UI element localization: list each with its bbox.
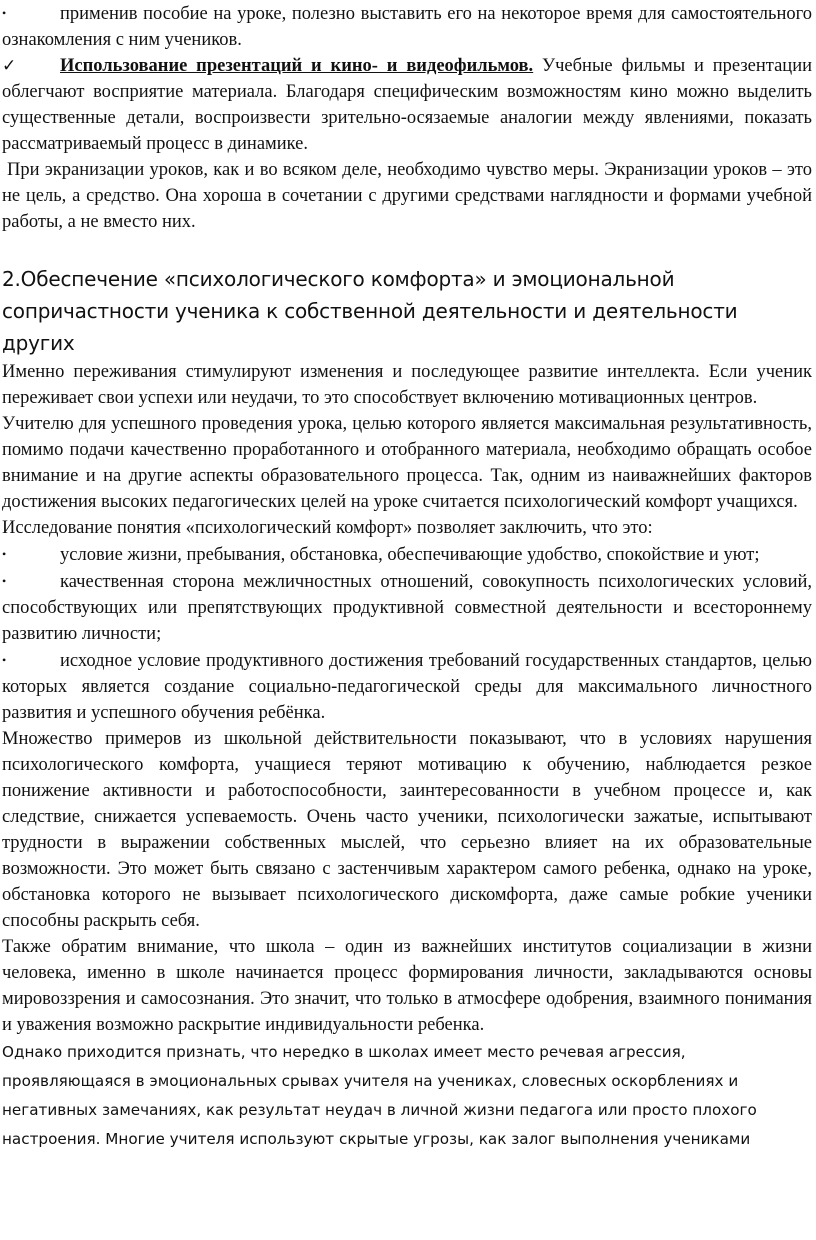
section-heading: 2.Обеспечение «психологического комфорта» и эмоциональной сопричастности ученика к собственной деятельности и деятельности других xyxy=(2,267,738,355)
list-item-text: качественная сторона межличностных отношений, совокупность психологических условий, способствующих или препятствующих продуктивной совместной деятельности и всестороннему развитию личности; xyxy=(2,572,812,644)
checkmark-icon: ✓ xyxy=(2,56,17,76)
bullet-text: применив пособие на уроке, полезно выставить его на некоторое время для самостоятельного ознакомления с ним учеников. xyxy=(2,4,812,50)
check-item-presentations xyxy=(2,53,812,157)
bullet-icon: • xyxy=(2,574,7,588)
spacer xyxy=(2,235,812,263)
bullet-icon: • xyxy=(2,6,7,20)
check-item-text: Учебные фильмы и презентации облегчают восприятие материала. Благодаря специфическим возможностям кино можно выделить существенные детали, воспроизвести зрительно-осязаемые аналогии между явлениями, показать рассматриваемый процесс в динамике. xyxy=(2,56,812,154)
list-item xyxy=(2,541,812,568)
bullet-icon: • xyxy=(2,547,7,561)
paragraph-5: Также обратим внимание, что школа – один из важнейших институтов социализации в жизни человека, именно в школе начинается процесс формирования личности, закладываются основы мировоззрения и самосознания. Это значит, что только в атмосфере одобрения, взаимного понимания и уважения возможно раскрытие индивидуальности ребенка. xyxy=(2,937,812,1035)
paragraph-4: Множество примеров из школьной действительности показывают, что в условиях нарушения психологического комфорта, учащиеся теряют мотивацию к обучению, наблюдается резкое понижение активности и работоспособности, заинтересованности в учебном процессе и, как следствие, снижается успеваемость. Очень часто ученики, психологически зажатые, испытывают трудности в выражении собственных мыслей, что серьезно влияет на их образовательные возможности. Это может быть связано с застенчивым характером самого ребенка, однако на уроке, обстановка которого не вызывает психологического дискомфорта, даже самые робкие ученики способны раскрыть себя. xyxy=(2,729,812,931)
paragraph-3: Исследование понятия «психологический комфорт» позволяет заключить, что это: xyxy=(2,518,653,538)
list-item-text: условие жизни, пребывания, обстановка, обеспечивающие удобство, спокойствие и уют; xyxy=(60,545,760,565)
paragraph-1: Именно переживания стимулируют изменения и последующее развитие интеллекта. Если ученик переживает свои успехи или неудачи, то это способствует включению мотивационных центров. xyxy=(2,362,812,408)
paragraph-2: Учителю для успешного проведения урока, целью которого является максимальная результативность, помимо подачи качественно проработанного и отобранного материала, необходимо обращать особое внимание и на другие аспекты образовательного процесса. Так, одним из наиважнейших факторов достижения высоких педагогических целей на уроке считается психологический комфорт учащихся. xyxy=(2,414,812,512)
check-item-title: Использование презентаций и кино- и видеофильмов. xyxy=(60,56,534,76)
paragraph-screening: При экранизации уроков, как и во всяком деле, необходимо чувство меры. Экранизации уроков – это не цель, а средство. Она хороша в сочетании с другими средствами наглядности и формами учебной работы, а не вместо них. xyxy=(2,160,812,232)
list-item xyxy=(2,647,812,726)
paragraph-6: Однако приходится признать, что нередко в школах имеет место речевая агрессия, проявляющаяся в эмоциональных срывах учителя на учениках, словесных оскорблениях и негативных замечаниях, как результат неудач в личной жизни педагога или просто плохого настроения. Многие учителя используют скрытые угрозы, как залог выполнения учениками xyxy=(2,1043,757,1148)
list-item xyxy=(2,568,812,647)
bullet-icon: • xyxy=(2,653,7,667)
list-item-text: исходное условие продуктивного достижения требований государственных стандартов, целью которых является создание социально-педагогической среды для максимального личностного развития и успешного обучения ребёнка. xyxy=(2,651,812,723)
bullet-item-intro xyxy=(2,0,812,53)
